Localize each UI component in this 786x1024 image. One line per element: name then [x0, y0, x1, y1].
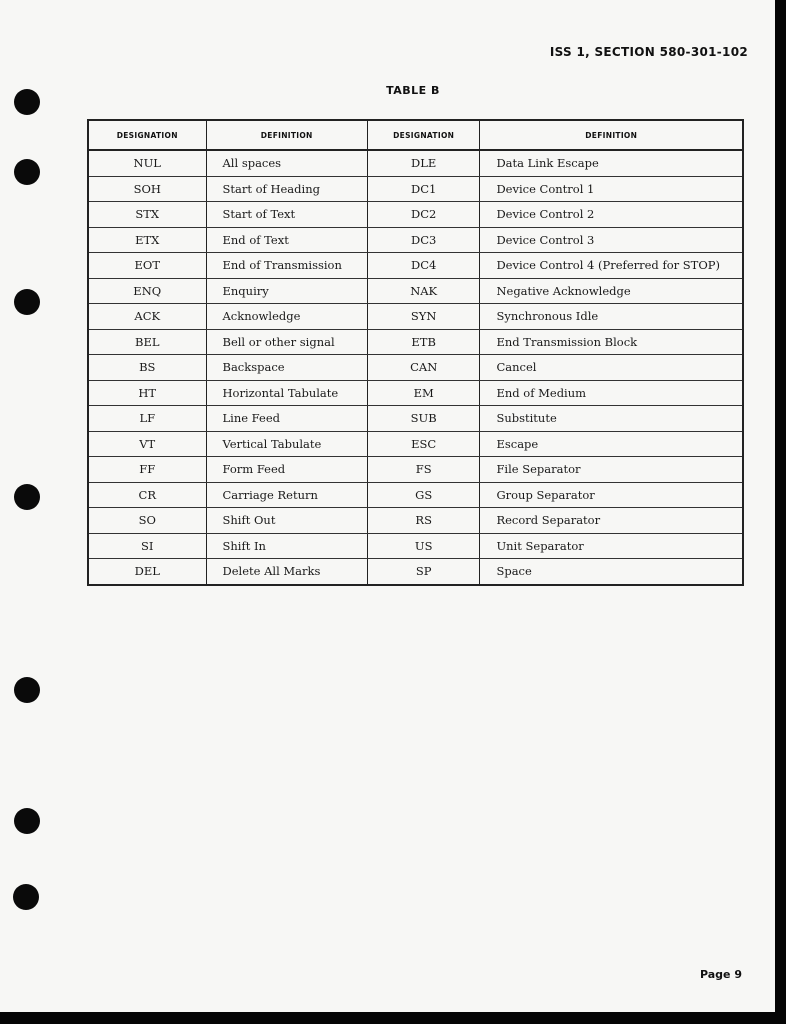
punch-hole-icon	[14, 484, 40, 510]
designation-cell: DC2	[367, 202, 480, 228]
designation-cell: FS	[367, 457, 480, 483]
designation-cell: DC1	[367, 176, 480, 202]
designation-cell: VT	[88, 431, 206, 457]
definition-cell: Horizontal Tabulate	[206, 380, 367, 406]
table-row	[88, 533, 743, 559]
definition-cell: Device Control 4 (Preferred for STOP)	[480, 253, 743, 279]
designation-cell: CR	[88, 482, 206, 508]
definition-cell: Shift In	[206, 533, 367, 559]
table-row	[88, 559, 743, 585]
designation-cell: HT	[88, 380, 206, 406]
table-row	[88, 431, 743, 457]
designation-cell: BS	[88, 355, 206, 381]
definition-cell: Device Control 1	[480, 176, 743, 202]
designation-cell: RS	[367, 508, 480, 534]
definition-cell: Shift Out	[206, 508, 367, 534]
punch-hole-icon	[13, 884, 39, 910]
designation-cell: SP	[367, 559, 480, 585]
definition-cell: Delete All Marks	[206, 559, 367, 585]
definition-cell: Record Separator	[480, 508, 743, 534]
designation-cell: DC3	[367, 227, 480, 253]
table-row	[88, 482, 743, 508]
scan-border-bottom	[0, 1012, 786, 1024]
definition-cell: Carriage Return	[206, 482, 367, 508]
designation-cell: SOH	[88, 176, 206, 202]
designation-cell: DLE	[367, 150, 480, 176]
punch-hole-icon	[14, 808, 40, 834]
table-row	[88, 202, 743, 228]
definition-cell: Group Separator	[480, 482, 743, 508]
table-row	[88, 355, 743, 381]
table-body	[88, 150, 743, 585]
table-header-row	[88, 120, 743, 150]
column-header: DESIGNATION	[88, 120, 206, 150]
column-header: DESIGNATION	[367, 120, 480, 150]
scan-border-right	[775, 0, 786, 1024]
definition-cell: Vertical Tabulate	[206, 431, 367, 457]
definition-cell: File Separator	[480, 457, 743, 483]
designation-cell: GS	[367, 482, 480, 508]
definition-cell: Cancel	[480, 355, 743, 381]
definition-cell: Unit Separator	[480, 533, 743, 559]
punch-hole-icon	[14, 289, 40, 315]
table-row	[88, 508, 743, 534]
designation-cell: SI	[88, 533, 206, 559]
designation-cell: SUB	[367, 406, 480, 432]
definition-cell: Start of Heading	[206, 176, 367, 202]
designation-cell: DEL	[88, 559, 206, 585]
table-row	[88, 329, 743, 355]
definition-cell: Enquiry	[206, 278, 367, 304]
definition-cell: Synchronous Idle	[480, 304, 743, 330]
designation-table	[87, 119, 744, 586]
table-row	[88, 176, 743, 202]
definition-cell: End of Transmission	[206, 253, 367, 279]
definition-cell: Escape	[480, 431, 743, 457]
designation-cell: ACK	[88, 304, 206, 330]
definition-cell: All spaces	[206, 150, 367, 176]
column-header: DEFINITION	[480, 120, 743, 150]
table-row	[88, 406, 743, 432]
designation-cell: ENQ	[88, 278, 206, 304]
page-number: Page 9	[699, 968, 742, 981]
designation-cell: SO	[88, 508, 206, 534]
designation-cell: BEL	[88, 329, 206, 355]
table-row	[88, 278, 743, 304]
designation-cell: EM	[367, 380, 480, 406]
designation-cell: ESC	[367, 431, 480, 457]
designation-cell: EOT	[88, 253, 206, 279]
definition-cell: Device Control 2	[480, 202, 743, 228]
definition-cell: Form Feed	[206, 457, 367, 483]
definition-cell: Bell or other signal	[206, 329, 367, 355]
table-row	[88, 150, 743, 176]
definition-cell: End of Medium	[480, 380, 743, 406]
punch-hole-icon	[14, 677, 40, 703]
designation-cell: NUL	[88, 150, 206, 176]
punch-hole-icon	[14, 159, 40, 185]
designation-cell: CAN	[367, 355, 480, 381]
designation-cell: DC4	[367, 253, 480, 279]
table-row	[88, 457, 743, 483]
definition-cell: Substitute	[480, 406, 743, 432]
definition-cell: Backspace	[206, 355, 367, 381]
table-row	[88, 253, 743, 279]
column-header: DEFINITION	[206, 120, 367, 150]
designation-cell: SYN	[367, 304, 480, 330]
definition-cell: Line Feed	[206, 406, 367, 432]
section-reference: ISS 1, SECTION 580-301-102	[549, 45, 748, 59]
table-title: TABLE B	[386, 84, 440, 97]
table-row	[88, 227, 743, 253]
table-row	[88, 304, 743, 330]
designation-cell: STX	[88, 202, 206, 228]
designation-cell: FF	[88, 457, 206, 483]
definition-cell: Negative Acknowledge	[480, 278, 743, 304]
definition-cell: Acknowledge	[206, 304, 367, 330]
designation-cell: LF	[88, 406, 206, 432]
designation-cell: ETX	[88, 227, 206, 253]
definition-cell: Device Control 3	[480, 227, 743, 253]
definition-cell: Space	[480, 559, 743, 585]
designation-cell: US	[367, 533, 480, 559]
designation-cell: NAK	[367, 278, 480, 304]
definition-cell: Start of Text	[206, 202, 367, 228]
definition-cell: End Transmission Block	[480, 329, 743, 355]
designation-cell: ETB	[367, 329, 480, 355]
table-row	[88, 380, 743, 406]
definition-cell: End of Text	[206, 227, 367, 253]
definition-cell: Data Link Escape	[480, 150, 743, 176]
